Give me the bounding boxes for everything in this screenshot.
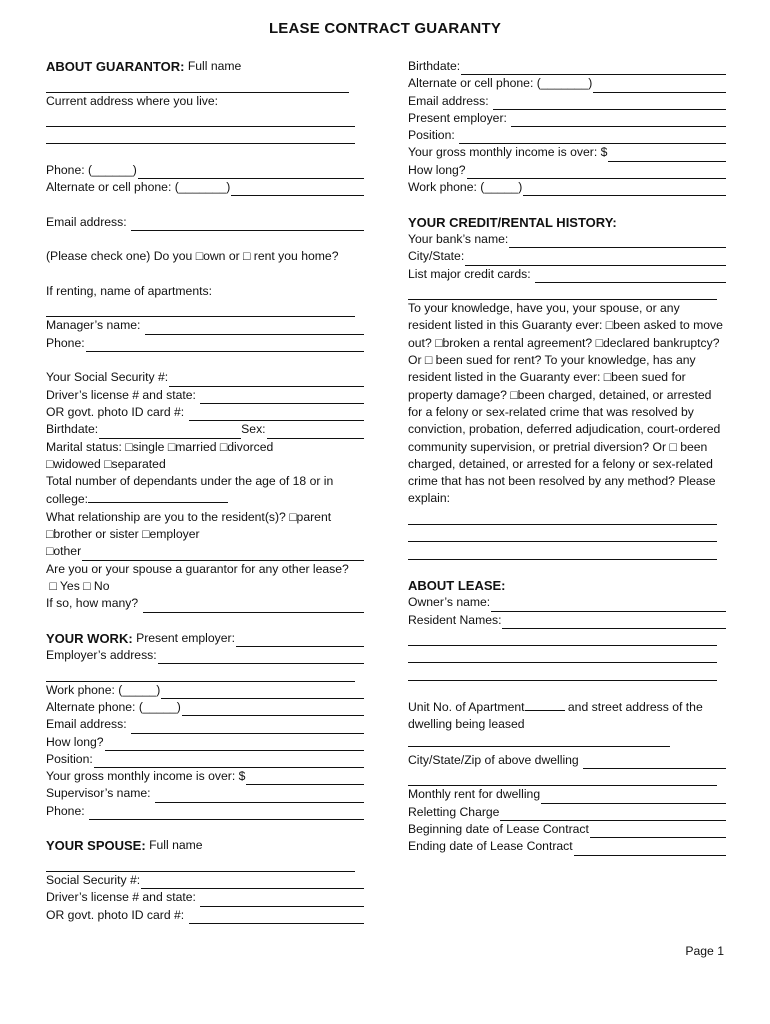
- alt-phone-field[interactable]: Alternate or cell phone: (_______): [46, 179, 364, 196]
- relationship-row-1[interactable]: What relationship are you to the resident(s)? □parent: [46, 509, 332, 524]
- yes-no-checkboxes[interactable]: □ Yes □ No: [49, 578, 110, 593]
- r-birthdate-field[interactable]: Birthdate:: [408, 58, 726, 75]
- if-renting-label: If renting, name of apartments:: [46, 283, 212, 298]
- email-field[interactable]: Email address:: [46, 214, 364, 231]
- left-column: [46, 58, 364, 924]
- gross-income-field[interactable]: Your gross monthly income is over: $: [46, 768, 364, 785]
- employers-address-field[interactable]: Employer’s address:: [46, 647, 364, 664]
- phone-field[interactable]: Phone: (______): [46, 162, 364, 179]
- alternate-phone-field[interactable]: Alternate phone: (_____): [46, 699, 364, 716]
- r-position-field[interactable]: Position:: [408, 127, 726, 144]
- resident-names-line-4[interactable]: [408, 663, 726, 680]
- r-present-employer-field[interactable]: Present employer:: [408, 110, 726, 127]
- your-work-heading: YOUR WORK:: [46, 630, 133, 646]
- bank-city-state-field[interactable]: City/State:: [408, 248, 726, 265]
- monthly-rent-field[interactable]: Monthly rent for dwelling: [408, 786, 726, 803]
- explain-line-2[interactable]: [408, 525, 726, 542]
- other-lease-question: Are you or your spouse a guarantor for any other lease?: [46, 561, 349, 576]
- unit-address-field[interactable]: Unit No. of Apartment and street address of the dwelling being leased: [408, 698, 726, 752]
- govt-id-field[interactable]: OR govt. photo ID card #:: [46, 404, 364, 421]
- credit-cards-field[interactable]: List major credit cards:: [408, 266, 726, 283]
- relationship-row-2[interactable]: □brother or sister □employer: [46, 527, 200, 542]
- birthdate-sex-row[interactable]: Birthdate: Sex:: [46, 421, 364, 438]
- drivers-license-field[interactable]: Driver’s license # and state:: [46, 387, 364, 404]
- ending-date-field[interactable]: Ending date of Lease Contract: [408, 838, 726, 855]
- apartment-name-field[interactable]: [46, 300, 364, 317]
- work-present-employer-field[interactable]: YOUR WORK: Present employer:: [46, 630, 364, 647]
- about-lease-heading: ABOUT LEASE:: [408, 577, 506, 593]
- owners-name-field[interactable]: Owner’s name:: [408, 594, 726, 611]
- explain-line-3[interactable]: [408, 542, 726, 559]
- city-state-zip-field[interactable]: City/State/Zip of above dwelling: [408, 752, 726, 769]
- r-gross-income-field[interactable]: Your gross monthly income is over: $: [408, 144, 726, 161]
- r-how-long-field[interactable]: How long?: [408, 162, 726, 179]
- document-title: LEASE CONTRACT GUARANTY: [268, 20, 502, 37]
- resident-names-line-3[interactable]: [408, 646, 726, 663]
- managers-name-field[interactable]: Manager’s name:: [46, 317, 364, 334]
- own-rent-checkbox-row[interactable]: (Please check one) Do you □own or □ rent you home?: [46, 249, 339, 264]
- resident-names-field[interactable]: Resident Names:: [408, 612, 726, 629]
- marital-status-row-1[interactable]: Marital status: □single □married □divorced: [46, 439, 274, 454]
- how-long-field[interactable]: How long?: [46, 734, 364, 751]
- spouse-drivers-license-field[interactable]: Driver’s license # and state:: [46, 889, 364, 906]
- credit-cards-field-2[interactable]: [408, 283, 726, 300]
- work-phone-field[interactable]: Work phone: (_____): [46, 682, 364, 699]
- ssn-field[interactable]: Your Social Security #:: [46, 369, 364, 386]
- your-spouse-heading-row: YOUR SPOUSE: Full name: [46, 838, 203, 854]
- right-column: [408, 58, 726, 856]
- r-email-field[interactable]: Email address:: [408, 93, 726, 110]
- spouse-govt-id-field[interactable]: OR govt. photo ID card #:: [46, 907, 364, 924]
- marital-status-row-2[interactable]: □widowed □separated: [46, 456, 166, 471]
- manager-phone-field[interactable]: Phone:: [46, 335, 364, 352]
- full-name-field[interactable]: [46, 75, 364, 92]
- relationship-other-field[interactable]: □other: [46, 543, 364, 560]
- page-number: Page 1: [685, 944, 724, 958]
- employers-address-field-2[interactable]: [46, 664, 364, 681]
- about-guarantor-heading: ABOUT GUARANTOR:: [46, 59, 185, 74]
- r-alt-phone-field[interactable]: Alternate or cell phone: (_______): [408, 75, 726, 92]
- city-state-zip-line-2[interactable]: [408, 769, 726, 786]
- current-address-label: Current address where you live:: [46, 93, 219, 108]
- position-field[interactable]: Position:: [46, 751, 364, 768]
- your-spouse-heading: YOUR SPOUSE:: [46, 838, 146, 854]
- work-email-field[interactable]: Email address:: [46, 716, 364, 733]
- dependants-field[interactable]: Total number of dependants under the age of 18 or in college:: [46, 474, 334, 507]
- spouse-full-name-field[interactable]: [46, 855, 364, 872]
- about-guarantor-heading-row: [46, 58, 364, 75]
- current-address-field-2[interactable]: [46, 127, 364, 144]
- beginning-date-field[interactable]: Beginning date of Lease Contract: [408, 821, 726, 838]
- explain-line-1[interactable]: [408, 508, 726, 525]
- work-phone2-field[interactable]: Phone:: [46, 803, 364, 820]
- full-name-label: Full name: [187, 59, 242, 73]
- supervisor-field[interactable]: Supervisor’s name:: [46, 785, 364, 802]
- spouse-ssn-field[interactable]: Social Security #:: [46, 872, 364, 889]
- r-work-phone-field[interactable]: Work phone: (_____): [408, 179, 726, 196]
- resident-names-line-2[interactable]: [408, 629, 726, 646]
- credit-history-heading: YOUR CREDIT/RENTAL HISTORY:: [408, 214, 617, 230]
- knowledge-question[interactable]: To your knowledge, have you, your spouse, or any resident listed in this Guaranty ever: □been asked to move out? □broken a rental agreement? □declared bankruptcy? Or □ been sued for rent? To your knowledge, has any resident listed in the Guaranty ever: □been sued for property damage? □been charged, detained, or arrested for a felony or sex-related crime that was resolved by conviction, probation, deferred adjudication, court-ordered community supervision, or pretrial diversion? Or □ been charged, detained, or arrested for a felony or sex-related crime that has not been resolved by any method? Please explain:: [408, 301, 723, 506]
- current-address-field-1[interactable]: [46, 110, 364, 127]
- bank-name-field[interactable]: Your bank’s name:: [408, 231, 726, 248]
- how-many-field[interactable]: If so, how many?: [46, 595, 364, 612]
- reletting-charge-field[interactable]: Reletting Charge: [408, 804, 726, 821]
